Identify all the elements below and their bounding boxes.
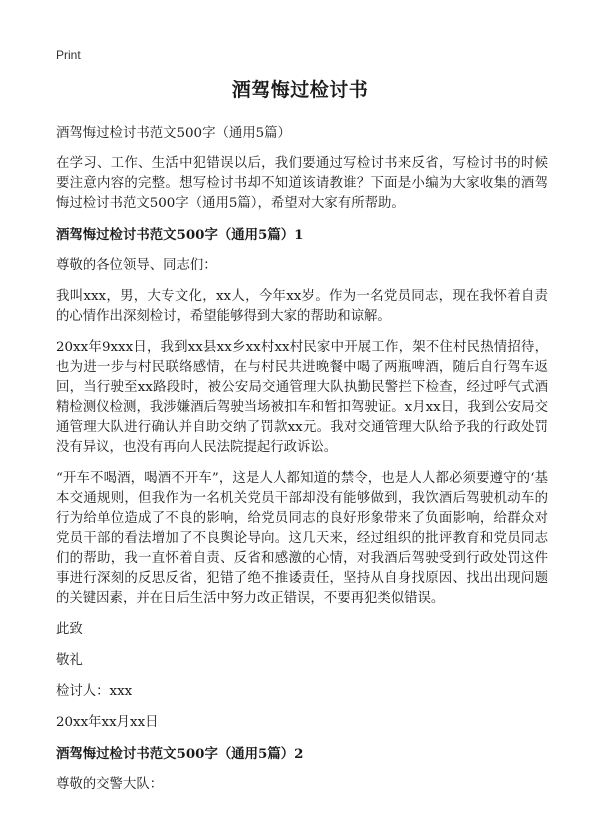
date-line: 20xx年xx月xx日	[56, 715, 159, 730]
body-paragraph-1: 我叫xxx，男，大专文化，xx人，今年xx岁。作为一名党员同志，现在我怀着自责的心情作出深刻检讨，希望能够得到大家的帮助和谅解。	[56, 289, 548, 324]
document-title: 酒驾悔过检讨书	[231, 79, 369, 101]
section-heading-1: 酒驾悔过检讨书范文500字（通用5篇）1	[56, 227, 304, 243]
document-body	[56, 124, 548, 806]
document-subtitle: 酒驾悔过检讨书范文500字（通用5篇）	[56, 126, 291, 141]
section-heading-2: 酒驾悔过检讨书范文500字（通用5篇）2	[56, 746, 304, 762]
body-paragraph-3: “开车不喝酒，喝酒不开车”，这是人人都知道的禁令，也是人人都必须要遵守的‘基本交通规则，但我作为一名机关党员干部却没有能够做到，我饮酒后驾驶机动车的行为给单位造成了不良的影响，给党员同志的良好形象带来了负面影响，给群众对党员干部的看法增加了不良舆论导向。这几天来，经过组织的批评教育和党员同志们的帮助，我一直怀着自责、反省和感激的心情，对我酒后驾驶受到行政处罚这件事进行深刻的反思反省，犯错了绝不推诿责任，坚持从自身找原因、找出出现问题的关键因素，并在日后生活中努力改正错误，不要再犯类似错误。	[56, 471, 548, 606]
salutation-1: 尊敬的各位领导、同志们：	[56, 258, 217, 273]
closing-line-2: 敬礼	[56, 653, 83, 668]
salutation-2: 尊敬的交警大队：	[56, 777, 164, 792]
print-link[interactable]: Print	[56, 48, 81, 62]
closing-line-1: 此致	[56, 622, 83, 637]
intro-paragraph: 在学习、工作、生活中犯错误以后，我们要通过写检讨书来反省，写检讨书的时候要注意内容的完整。想写检讨书却不知道该请教谁？下面是小编为大家收集的酒驾悔过检讨书范文500字（通用5篇），希望对大家有所帮助。	[56, 156, 548, 211]
body-paragraph-2: 20xx年9xxx日，我到xx县xx乡xx村xx村民家中开展工作，架不住村民热情招待，也为进一步与村民联络感情，在与村民共进晚餐中喝了两瓶啤酒，随后自行驾车返回，当行驶至xx路段时，被公安局交通管理大队执勤民警拦下检查，经过呼气式酒精检测仪检测，我涉嫌酒后驾驶当场被扣车和暂扣驾驶证。x月xx日，我到公安局交通管理大队进行确认并自助交纳了罚款xx元。我对交通管理大队给予我的行政处罚没有异议，也没有再向人民法院提起行政诉讼。	[56, 340, 548, 455]
signature-line: 检讨人：xxx	[56, 684, 133, 699]
